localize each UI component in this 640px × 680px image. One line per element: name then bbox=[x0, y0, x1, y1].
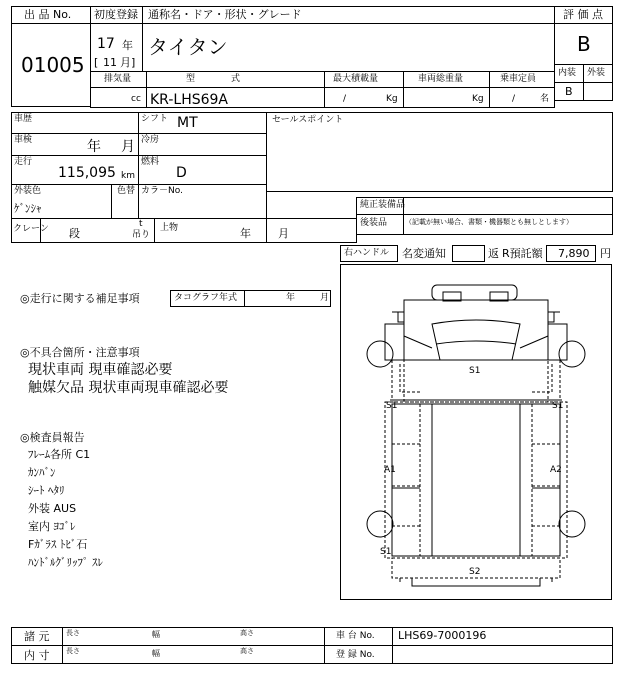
height-label: 高さ bbox=[240, 629, 254, 637]
recycle-amount: 7,890 bbox=[558, 247, 590, 260]
driving-notes-label: ◎走行に関する補足事項 bbox=[20, 292, 140, 305]
first-reg-year-unit: 年 bbox=[122, 39, 133, 52]
aftermarket-note: （記載が無い場合、書類・機器類とも無しとします） bbox=[405, 218, 573, 226]
interior-dim-label: 内 寸 bbox=[24, 649, 50, 662]
color-change-label: 色替 bbox=[117, 186, 136, 196]
mileage-label: 走行 bbox=[14, 157, 33, 167]
crane-mount-box bbox=[266, 218, 357, 243]
exterior-color-value: ｹﾞﾝｼｬ bbox=[14, 202, 42, 215]
lot-label: 出 品 No. bbox=[24, 8, 72, 21]
first-reg-label: 初度登録 bbox=[94, 8, 138, 21]
genuine-equipment-label: 純正装備品 bbox=[360, 200, 406, 210]
ac-label: 冷房 bbox=[141, 135, 160, 145]
tax-return-label: 返 bbox=[488, 247, 499, 260]
damage-mark-rear-gate: S2 bbox=[469, 567, 481, 577]
tacho-label: タコグラフ年式 bbox=[174, 293, 238, 303]
inspector-line-4: 外装 AUS bbox=[28, 502, 77, 515]
car-name: タイタン bbox=[148, 35, 228, 59]
defect-line-2: 触媒欠品 現状車両現車確認必要 bbox=[28, 380, 229, 396]
inspector-line-7: ﾊﾝﾄﾞﾙｸﾞﾘｯﾌﾟ ｽﾚ bbox=[28, 556, 103, 569]
crane-ton-top: t bbox=[139, 219, 143, 229]
recycle-unit: 円 bbox=[600, 247, 611, 260]
inspection-year-unit: 年 bbox=[87, 139, 101, 155]
name-change-box bbox=[452, 245, 485, 262]
first-reg-month: 11 bbox=[103, 56, 117, 69]
fuel-label: 燃料 bbox=[141, 157, 160, 167]
displacement-label: 排気量 bbox=[104, 74, 132, 84]
exterior-score-label: 外装 bbox=[587, 68, 606, 78]
shift-value: MT bbox=[177, 115, 198, 131]
reg-no-label: 登 録 No. bbox=[336, 650, 375, 660]
crane-label: クレーン bbox=[13, 224, 49, 234]
overall-score: B bbox=[577, 32, 591, 56]
crane-year-unit: 年 bbox=[240, 227, 251, 240]
fuel-value: D bbox=[176, 165, 187, 181]
lot-number: 01005 bbox=[21, 53, 85, 77]
interior-score: B bbox=[565, 85, 573, 98]
displacement-unit: cc bbox=[131, 94, 141, 104]
damage-mark-left-mid: A1 bbox=[384, 465, 396, 475]
damage-mark-right-mid: A2 bbox=[550, 465, 562, 475]
recycle-label: R預託額 bbox=[502, 247, 543, 260]
defects-label: ◎不具合箇所・注意事項 bbox=[20, 346, 140, 359]
name-change-label: 名変通知 bbox=[402, 247, 446, 260]
interior-score-label: 内装 bbox=[558, 68, 577, 78]
max-load-value: / bbox=[343, 94, 347, 104]
chassis-number: LHS69-7000196 bbox=[398, 629, 487, 642]
specs-label: 諸 元 bbox=[24, 630, 50, 643]
crane-month-unit: 月 bbox=[278, 227, 289, 240]
score-label: 評 価 点 bbox=[563, 8, 603, 21]
crane-mount-label: 上物 bbox=[160, 223, 179, 233]
color-no-label: カラ－No. bbox=[141, 186, 183, 196]
steering-value: 右ハンドル bbox=[344, 248, 390, 258]
inspection-label: 車検 bbox=[14, 135, 33, 145]
capacity-value: / bbox=[512, 94, 516, 104]
tacho-month-unit: 月 bbox=[320, 293, 330, 303]
inspection-month-unit: 月 bbox=[121, 139, 135, 155]
inspector-line-1: ﾌﾚｰﾑ各所 C1 bbox=[28, 448, 91, 461]
car-name-label: 通称名・ドア・形状・グレード bbox=[148, 8, 302, 21]
mileage-value: 115,095 bbox=[58, 165, 116, 181]
model-code: KR-LHS69A bbox=[150, 92, 228, 108]
exterior-color-label: 外装色 bbox=[14, 186, 42, 196]
inspector-line-6: Fｶﾞﾗｽ ﾄﾋﾞ石 bbox=[28, 538, 88, 551]
width-label: 幅 bbox=[152, 630, 160, 639]
damage-mark-cab: S1 bbox=[469, 366, 481, 376]
chassis-label: 車 台 No. bbox=[336, 631, 375, 641]
gross-weight-label: 車両総重量 bbox=[418, 74, 464, 84]
inspector-line-5: 室内 ﾖｺﾞﾚ bbox=[28, 520, 76, 533]
crane-stage-unit: 段 bbox=[69, 227, 80, 240]
height-label-2: 高さ bbox=[240, 647, 254, 655]
aftermarket-label: 後装品 bbox=[360, 218, 388, 228]
damage-mark-left-rear: S1 bbox=[380, 547, 392, 557]
first-reg-month-unit: 月] bbox=[120, 56, 136, 69]
model-label: 型 式 bbox=[186, 74, 241, 84]
defect-line-1: 現状車両 現車確認必要 bbox=[28, 362, 173, 378]
inspector-line-2: ｶﾝﾊﾞﾝ bbox=[28, 466, 56, 479]
crane-ton-unit: 吊り bbox=[132, 230, 151, 240]
capacity-label: 乗車定員 bbox=[500, 74, 537, 84]
inspector-label: ◎検査員報告 bbox=[20, 431, 85, 444]
shift-label: シフト bbox=[141, 114, 169, 124]
length-label-2: 長さ bbox=[66, 647, 80, 655]
tacho-year-unit: 年 bbox=[286, 293, 296, 303]
first-reg-year: 17 bbox=[97, 36, 115, 52]
max-load-unit: Kg bbox=[386, 94, 398, 104]
damage-mark-right-front: S1 bbox=[552, 401, 564, 411]
history-label: 車歴 bbox=[14, 114, 33, 124]
damage-mark-left-front: S1 bbox=[386, 401, 398, 411]
inspector-line-3: ｼｰﾄ ﾍﾀﾘ bbox=[28, 484, 65, 497]
mileage-unit: km bbox=[121, 171, 135, 181]
first-reg-month-open: [ bbox=[94, 56, 99, 69]
max-load-label: 最大積載量 bbox=[333, 74, 379, 84]
capacity-unit: 名 bbox=[540, 94, 550, 104]
width-label-2: 幅 bbox=[152, 649, 160, 658]
sales-point-label: セールスポイント bbox=[272, 115, 344, 125]
gross-weight-unit: Kg bbox=[472, 94, 484, 104]
length-label: 長さ bbox=[66, 629, 80, 637]
